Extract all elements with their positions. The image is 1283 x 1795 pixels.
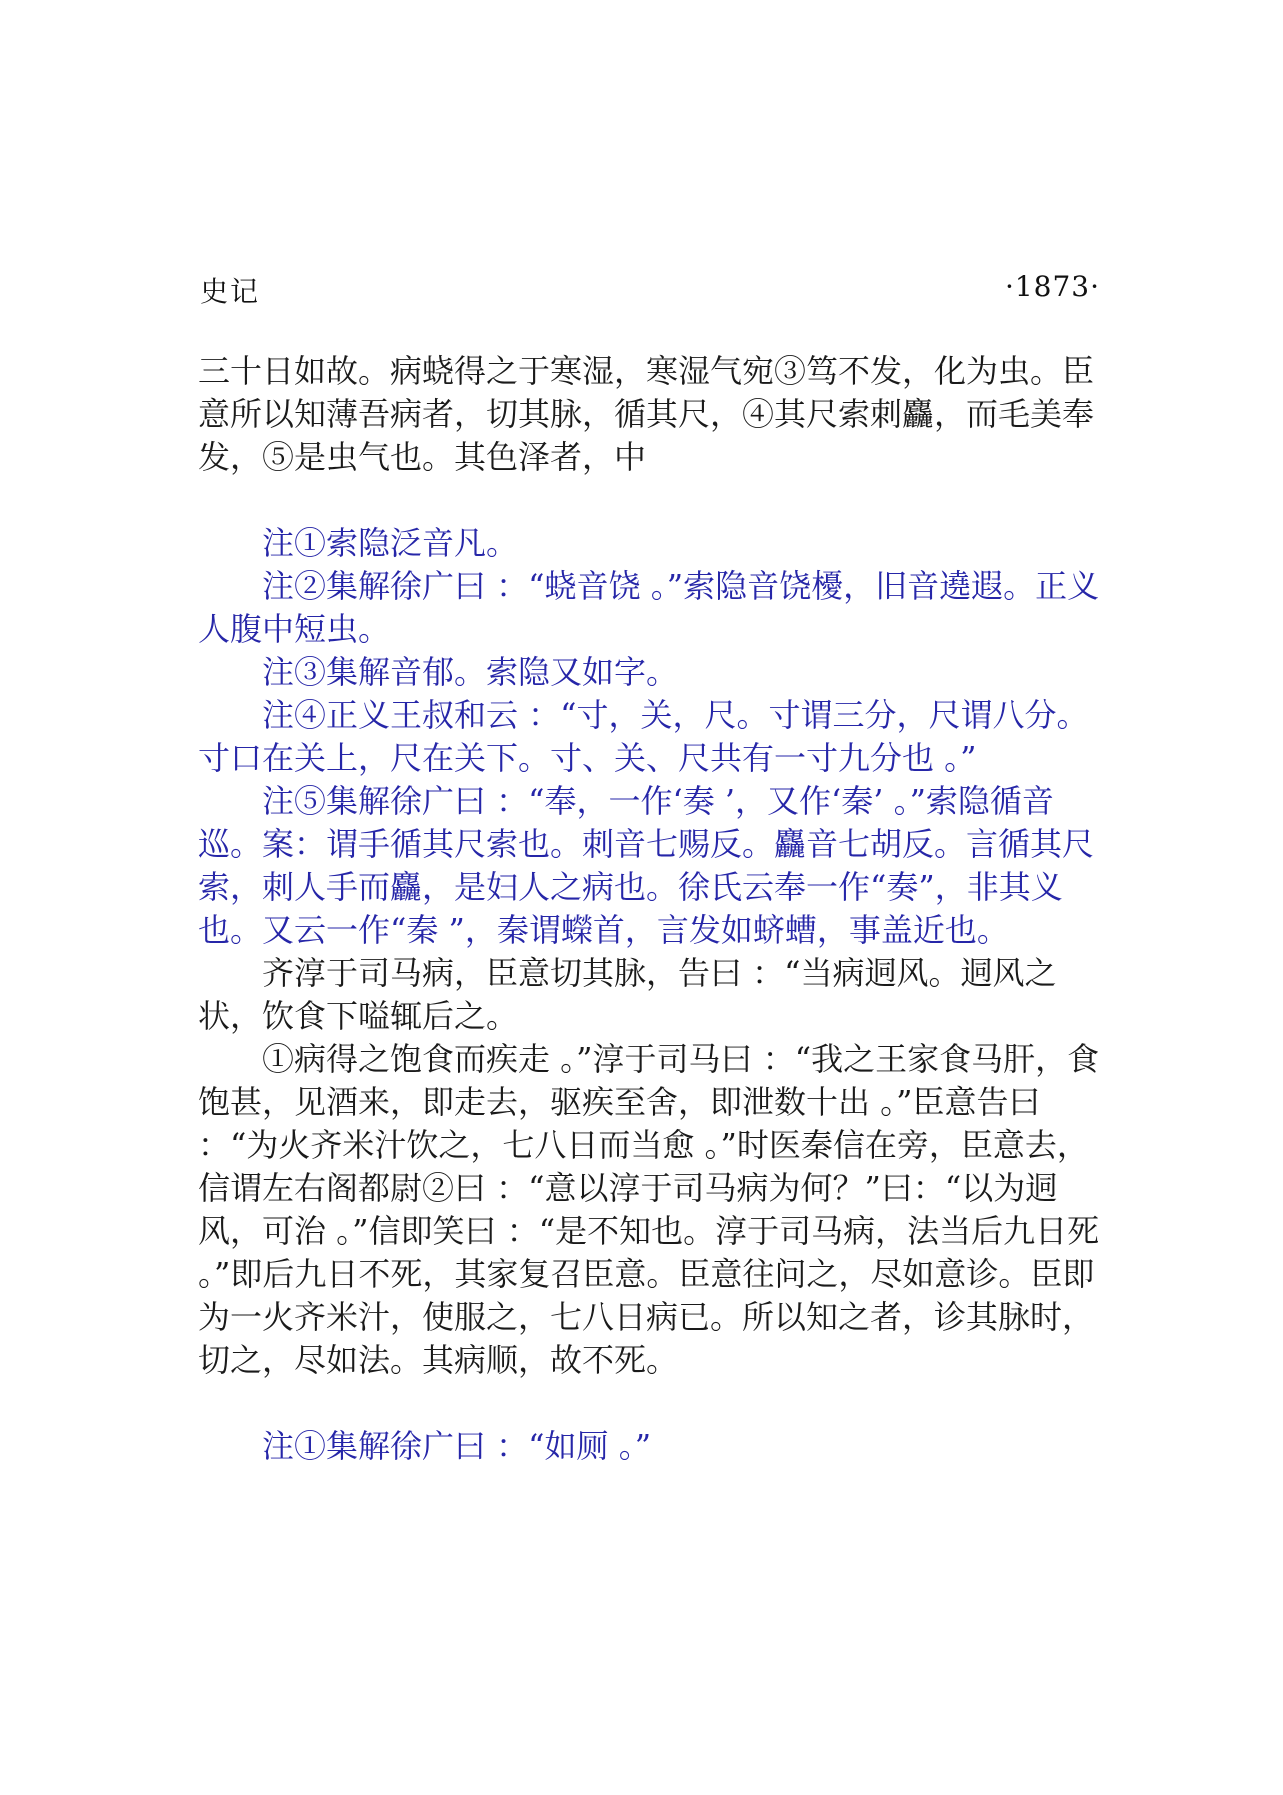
book-title: 史记 bbox=[200, 275, 261, 308]
main-paragraph: 齐淳于司马病，臣意切其脉，告曰 ：“当病迵风。迵风之状，饮食下嗌辄后之。 bbox=[198, 954, 1057, 1035]
annotation-paragraph: 注③集解音郁。索隐又如字。 bbox=[262, 653, 679, 691]
annotation-paragraph: 注⑤集解徐广曰 ：“奉，一作‘奏 ’，又作‘秦’ 。”索隐循音巡。案：谓手循其尺索也。刺音七赐反。麤音七胡反。言循其尺索，刺人手而麤，是妇人之病也。徐氏云奉一作“奏”，非其义也。又云一作“秦 ”，秦谓蠑首，言发如蛴螬，事盖近也。 bbox=[198, 782, 1095, 949]
annotation-paragraph: 注①索隐泛音凡。 bbox=[262, 524, 519, 562]
paragraph-gap bbox=[198, 1382, 1110, 1425]
paragraph-gap bbox=[198, 479, 1110, 522]
annotation-paragraph: 注②集解徐广曰 ：“蛲音饶 。”索隐音饶櫌，旧音遶遐。正义人腹中短虫。 bbox=[198, 567, 1100, 648]
annotation-paragraph: 注④正义王叔和云 ：“寸，关，尺。寸谓三分，尺谓八分。寸口在关上，尺在关下。寸、关、尺共有一寸九分也 。” bbox=[198, 696, 1089, 777]
main-paragraph: ①病得之饱食而疾走 。”淳于司马曰 ：“我之王家食马肝，食饱甚，见酒来，即走去，驱疾至舍，即泄数十出 。”臣意告曰 ：“为火齐米汁饮之，七八日而当愈 。”时医秦信在旁，臣意去，信谓左右阁都尉②曰 ：“意以淳于司马病为何？”曰：“以为迵风，可治 。”信即笑曰 ：“是不知也。淳于司马病，法当后九日死 。”即后九日不死，其家复召臣意。臣意往问之，尽如意诊。臣即为一火齐米汁，使服之，七八日病已。所以知之者，诊其脉时，切之，尽如法。其病顺，故不死。 bbox=[198, 1040, 1100, 1379]
main-paragraph: 三十日如故。病蛲得之于寒湿，寒湿气宛③笃不发，化为虫。臣意所以知薄吾病者，切其脉，循其尺，④其尺索刺麤，而毛美奉发，⑤是虫气也。其色泽者，中 bbox=[198, 352, 1095, 476]
page-body bbox=[198, 350, 1110, 1468]
annotation-paragraph: 注①集解徐广曰 ：“如厕 。” bbox=[262, 1427, 652, 1465]
page-header bbox=[200, 270, 1100, 310]
page-number: ·1873· bbox=[1004, 270, 1100, 303]
